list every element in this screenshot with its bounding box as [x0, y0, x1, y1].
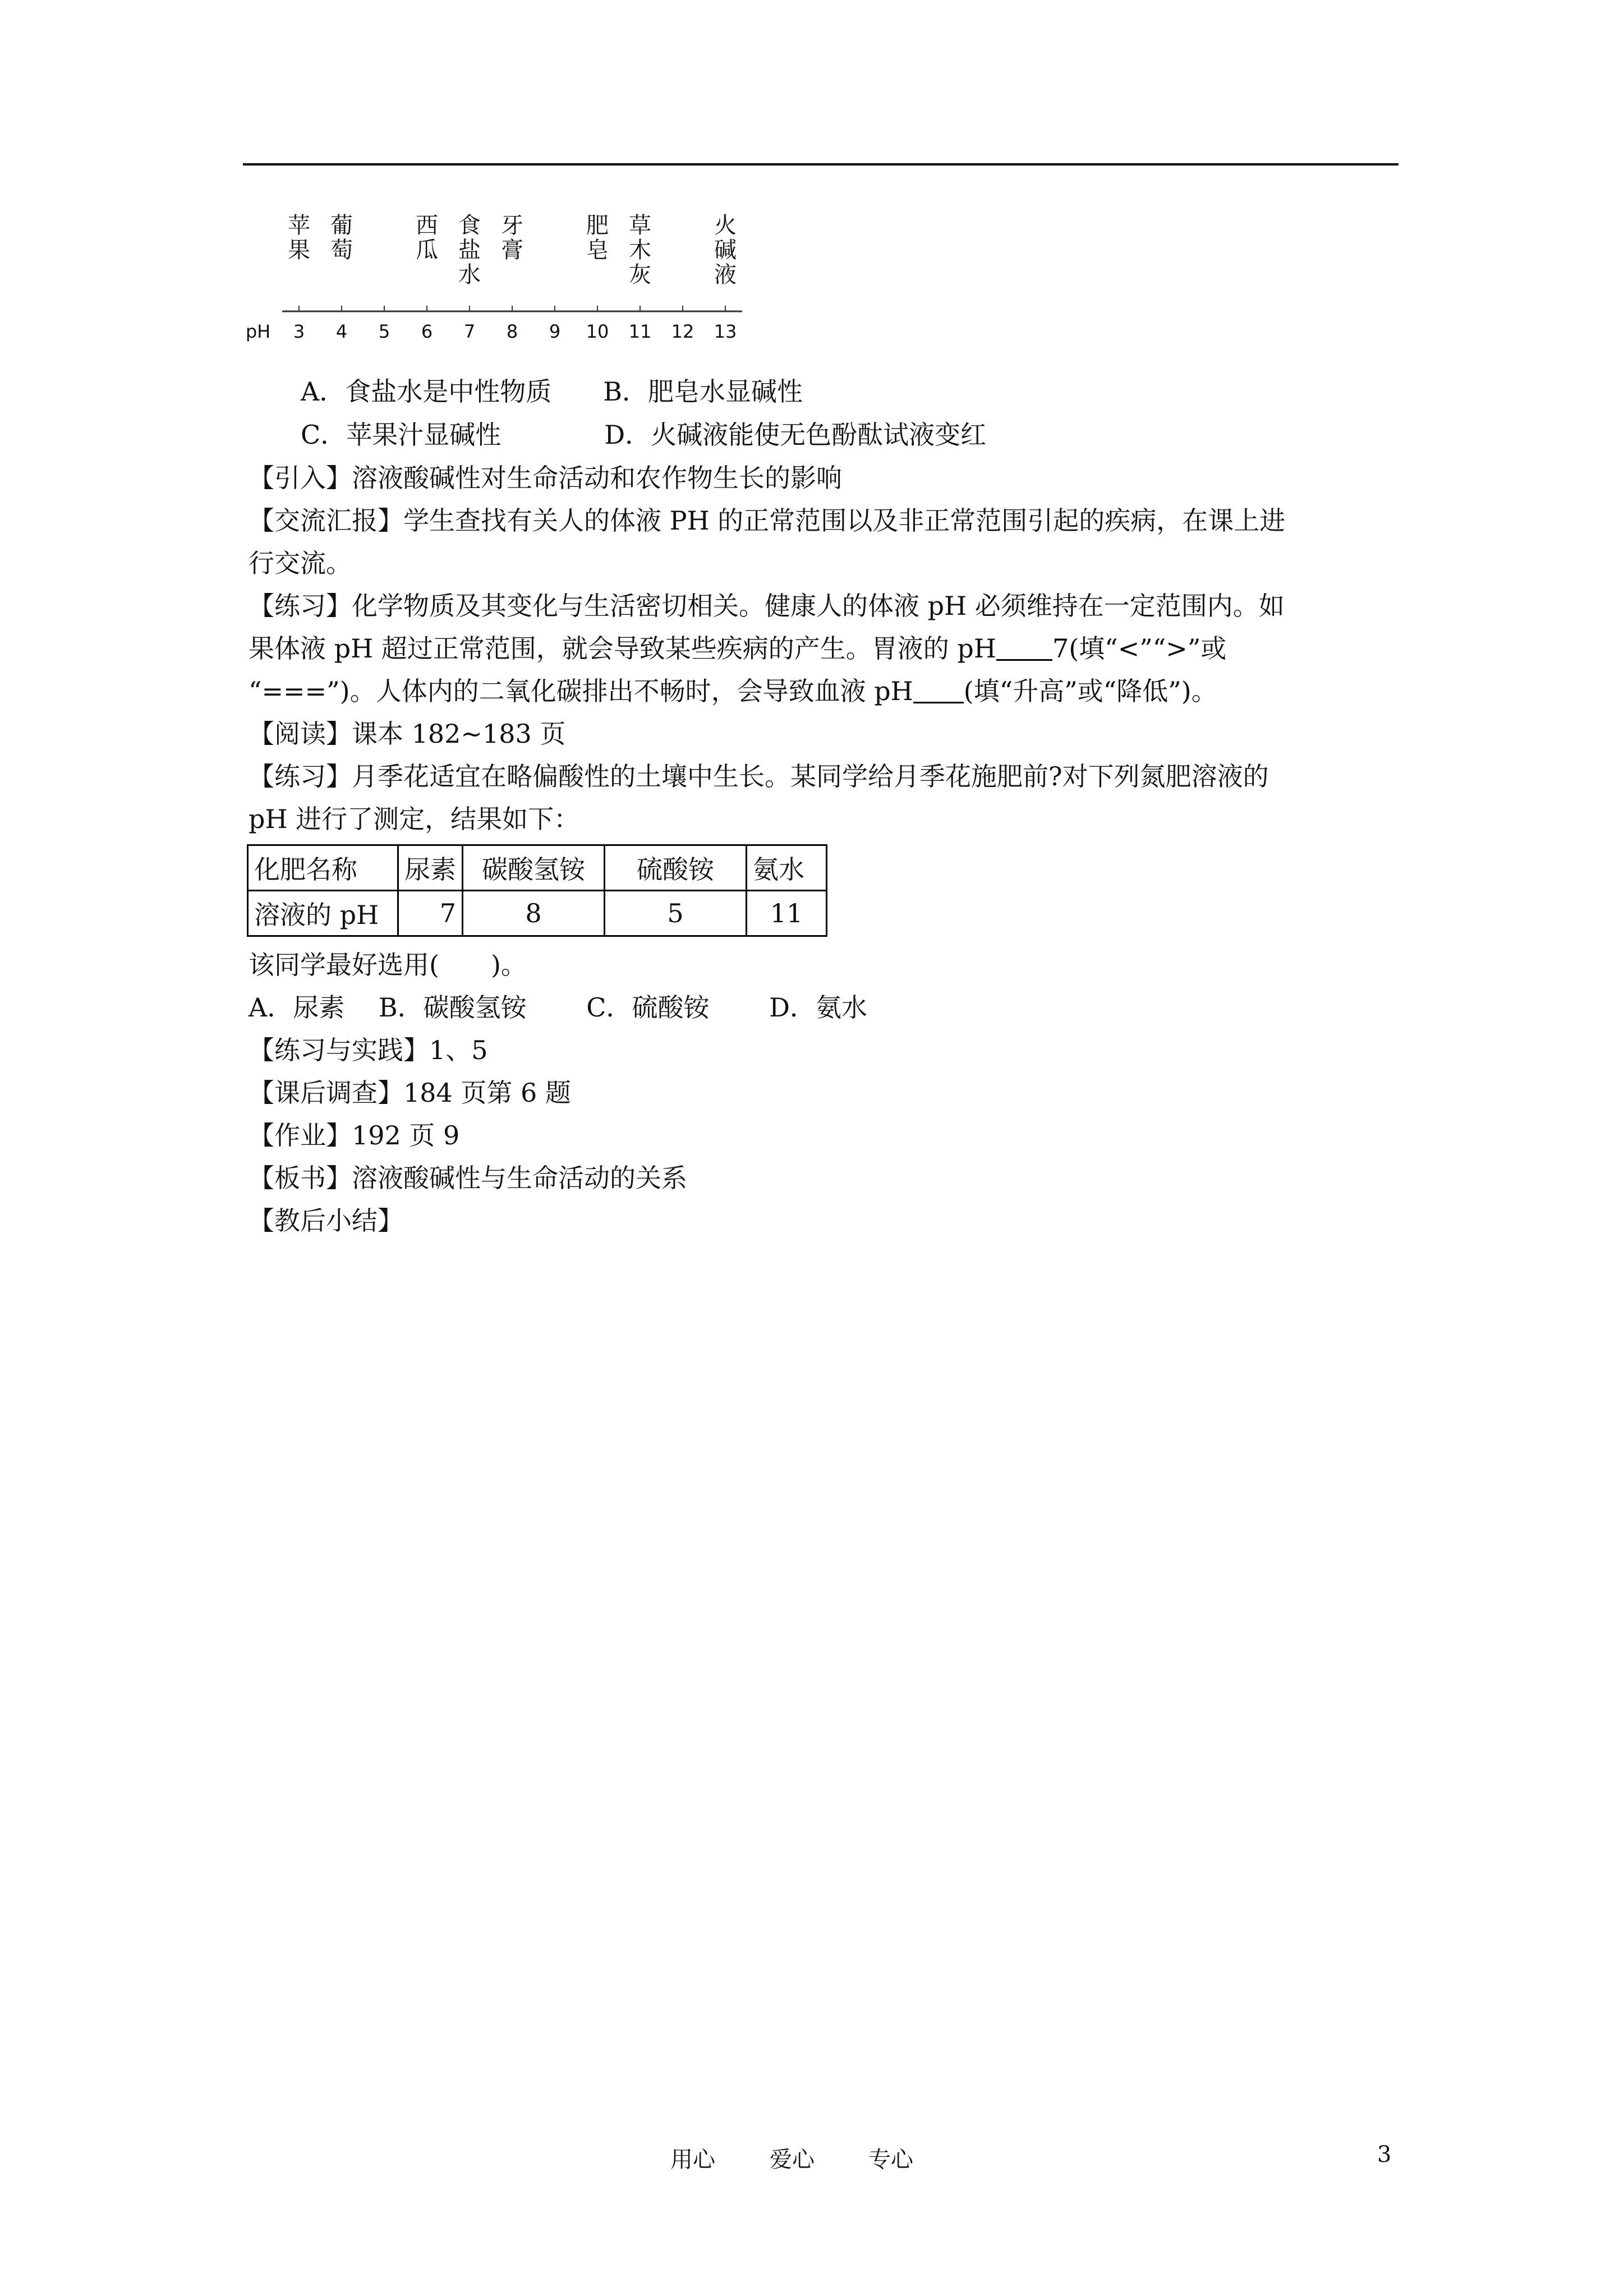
ph-tick-label: 9: [549, 321, 561, 342]
ph-sample-label: 食 盐 水: [458, 213, 481, 288]
ph-sample-label: 火 碱 液: [714, 213, 737, 288]
ph-tick-label: 7: [463, 321, 476, 342]
table-cell: 8: [463, 891, 605, 936]
ph-tick-label: 13: [714, 321, 737, 342]
practice1-line-3-text-a: “===”)。人体内的二氧化碳排出不畅时，会导致血液 pH: [249, 676, 913, 706]
table-row-label: 溶液的 pH: [248, 891, 398, 936]
footer-slogan-2: 爱心: [770, 2147, 815, 2173]
choose-line: 该同学最好选用( )。: [249, 950, 527, 980]
ph-sample-label: 葡 萄: [330, 213, 353, 263]
ph-tick-label: 11: [628, 321, 652, 342]
ph-tick-label: 3: [293, 321, 305, 342]
options-cd: C．苹果汁显碱性 D．火碱液能使无色酚酞试液变红: [301, 420, 987, 450]
footer-slogan-3: 专心: [868, 2147, 913, 2173]
ph-axis-label: pH: [245, 321, 271, 342]
page-number: 3: [1377, 2142, 1392, 2168]
board-line: 【板书】溶液酸碱性与生命活动的关系: [249, 1163, 687, 1193]
practice1-line-2-text-b: 7(填“<”“>”或: [1052, 633, 1227, 664]
ph-sample-label: 西 瓜: [416, 213, 438, 263]
exercise-line: 【练习与实践】1、5: [249, 1035, 488, 1065]
exchange-line-1: 【交流汇报】学生查找有关人的体液 PH 的正常范围以及非正常范围引起的疾病，在课上进: [249, 505, 1286, 536]
fertilizer-table: [247, 844, 827, 937]
ph-tick-label: 10: [586, 321, 609, 342]
practice2-line-2: pH 进行了测定，结果如下：: [249, 804, 580, 834]
ph-sample-label: 苹 果: [288, 213, 310, 263]
table-cell: 11: [747, 891, 827, 936]
table-header-row: [248, 845, 827, 891]
ph-tick-label: 8: [506, 321, 518, 342]
exchange-line-2: 行交流。: [249, 548, 352, 578]
ph-sample-label: 肥 皂: [586, 213, 609, 263]
table-header-cell: 尿素: [398, 845, 463, 891]
ph-tick-label: 12: [671, 321, 694, 342]
ph-scale-figure: [245, 213, 753, 348]
ph-sample-label: 牙 膏: [501, 213, 523, 263]
answer-blank-1[interactable]: [996, 634, 1052, 661]
ph-tick-label: 5: [378, 321, 390, 342]
ph-tick-label: 6: [421, 321, 433, 342]
summary-line: 【教后小结】: [249, 1205, 403, 1236]
intro-line: 【引入】溶液酸碱性对生命活动和农作物生长的影响: [249, 463, 842, 493]
practice1-line-1: 【练习】化学物质及其变化与生活密切相关。健康人的体液 pH 必须维持在一定范围内。如: [249, 591, 1285, 621]
practice1-line-3: [249, 674, 1217, 708]
table-cell: 5: [605, 891, 747, 936]
practice1-line-3-text-b: (填“升高”或“降低”)。: [963, 676, 1217, 706]
table-cell: 7: [398, 891, 463, 936]
options-ab: A．食盐水是中性物质 B．肥皂水显碱性: [301, 376, 803, 407]
practice1-line-2-text-a: 果体液 pH 超过正常范围，就会导致某些疾病的产生。胃液的 pH: [249, 633, 996, 664]
ph-sample-label: 草 木 灰: [629, 213, 651, 288]
answer-blank-2[interactable]: [913, 677, 964, 703]
table-row: [248, 891, 827, 936]
footer-slogan-1: 用心: [670, 2147, 715, 2173]
header-rule: [243, 163, 1398, 165]
table-header-cell: 氨水: [747, 845, 827, 891]
table-header-cell: 硫酸铵: [605, 845, 747, 891]
homework-line: 【作业】192 页 9: [249, 1120, 460, 1151]
table-header-cell: 化肥名称: [248, 845, 398, 891]
reading-line: 【阅读】课本 182~183 页: [249, 719, 566, 749]
table-header-cell: 碳酸氢铵: [463, 845, 605, 891]
practice1-line-2: [249, 632, 1226, 665]
survey-line: 【课后调查】184 页第 6 题: [249, 1078, 571, 1108]
practice2-line-1: 【练习】月季花适宜在略偏酸性的土壤中生长。某同学给月季花施肥前?对下列氮肥溶液的: [249, 761, 1269, 792]
ph-tick-label: 4: [335, 321, 348, 342]
options2-line: A．尿素 B．碳酸氢铵 C．硫酸铵 D．氨水: [249, 992, 867, 1023]
